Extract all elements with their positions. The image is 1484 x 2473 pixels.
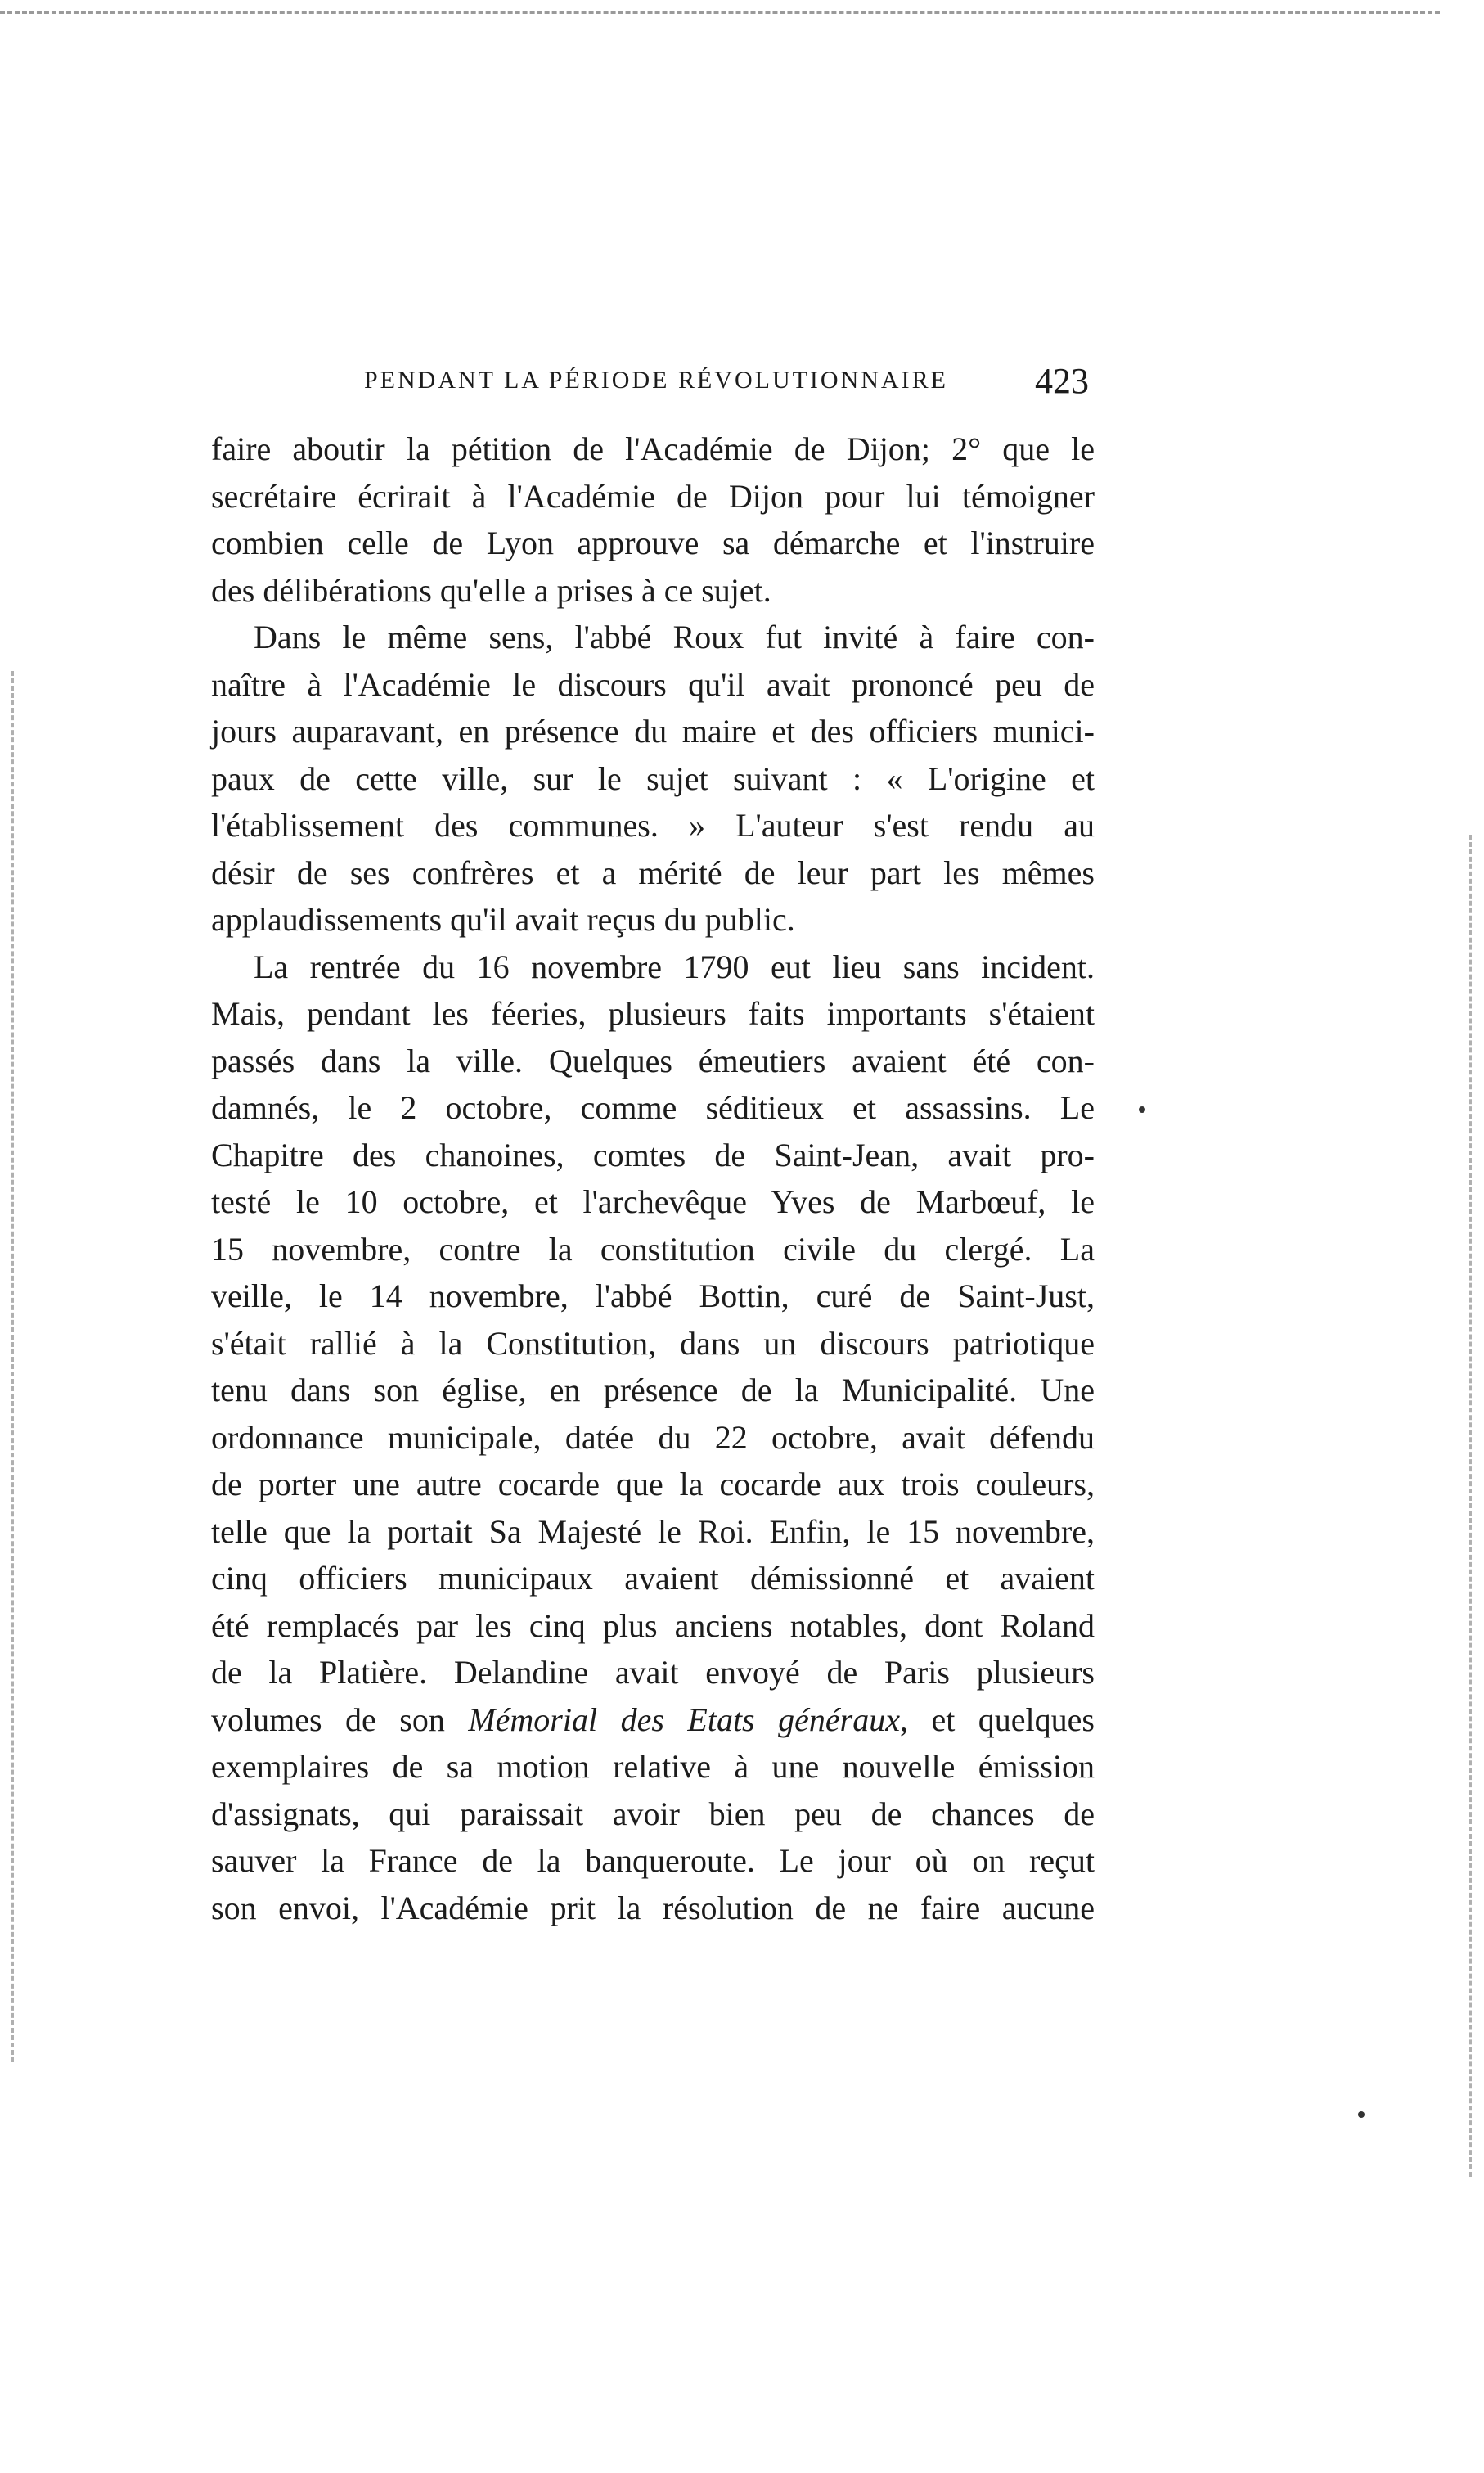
- text-line: combien celle de Lyon approuve sa démarche et l'instruire: [211, 525, 1095, 561]
- text-line: cinq officiers municipaux avaient démissionné et avaient: [211, 1560, 1095, 1597]
- text-line: faire aboutir la pétition de l'Académie de Dijon; 2° que le: [211, 430, 1095, 467]
- text-line: naître à l'Académie le discours qu'il avait prononcé peu de: [211, 665, 1095, 703]
- text-line: désir de ses confrères et a mérité de leur part les mêmes: [211, 854, 1095, 891]
- text-line: ordonnance municipale, datée du 22 octobre, avait défendu: [211, 1418, 1095, 1456]
- text-line: La rentrée du 16 novembre 1790 eut lieu sans incident.: [254, 948, 1095, 985]
- text-line: des délibérations qu'elle a prises à ce sujet.: [211, 571, 771, 609]
- text-line: son envoi, l'Académie prit la résolution de ne faire aucune: [211, 1889, 1095, 1926]
- body-text: [211, 426, 1095, 1931]
- text-line: Mais, pendant les féeries, plusieurs faits importants s'étaient: [211, 995, 1095, 1032]
- text-line: volumes de son Mémorial des Etats généraux, et quelques: [211, 1700, 1095, 1738]
- text-line: été remplacés par les cinq plus anciens notables, dont Roland: [211, 1606, 1095, 1644]
- text-line: Chapitre des chanoines, comtes de Saint-Jean, avait pro-: [211, 1136, 1095, 1173]
- text-line: Dans le même sens, l'abbé Roux fut invité à faire con-: [254, 619, 1095, 655]
- text-line: de porter une autre cocarde que la cocarde aux trois couleurs,: [211, 1466, 1095, 1502]
- text-line: passés dans la ville. Quelques émeutiers avaient été con-: [211, 1042, 1095, 1079]
- text-line: jours auparavant, en présence du maire et des officiers munici-: [211, 713, 1095, 750]
- text-line: 15 novembre, contre la constitution civile du clergé. La: [211, 1230, 1095, 1268]
- text-line: veille, le 14 novembre, l'abbé Bottin, curé de Saint-Just,: [211, 1277, 1095, 1314]
- running-title: PENDANT LA PÉRIODE RÉVOLUTIONNAIRE: [364, 367, 948, 394]
- scan-speck: [1358, 2111, 1365, 2118]
- page-number: 423: [1035, 361, 1089, 401]
- text-line: secrétaire écrirait à l'Académie de Dijon pour lui témoigner: [211, 477, 1095, 515]
- scan-margin-marks-left: [11, 671, 19, 2062]
- scan-edge-top: [0, 11, 1440, 14]
- scan-margin-marks-right: [1469, 835, 1477, 2177]
- text-line: tenu dans son église, en présence de la Municipalité. Une: [211, 1372, 1095, 1408]
- text-line: exemplaires de sa motion relative à une nouvelle émission: [211, 1748, 1095, 1785]
- text-line: d'assignats, qui paraissait avoir bien peu de chances de: [211, 1795, 1095, 1832]
- text-line: telle que la portait Sa Majesté le Roi. Enfin, le 15 novembre,: [211, 1512, 1095, 1550]
- text-line: applaudissements qu'il avait reçus du public.: [211, 901, 795, 938]
- text-line: l'établissement des communes. » L'auteur s'est rendu au: [211, 807, 1095, 844]
- text-line: testé le 10 octobre, et l'archevêque Yves de Marbœuf, le: [211, 1183, 1095, 1220]
- text-line: de la Platière. Delandine avait envoyé de Paris plusieurs: [211, 1654, 1095, 1691]
- text-line: damnés, le 2 octobre, comme séditieux et assassins. Le: [211, 1089, 1095, 1126]
- running-head: [364, 360, 1100, 409]
- text-line: s'était rallié à la Constitution, dans un discours patriotique: [211, 1324, 1095, 1362]
- text-line: sauver la France de la banqueroute. Le jour où on reçut: [211, 1842, 1095, 1879]
- text-line: paux de cette ville, sur le sujet suivant : « L'origine et: [211, 759, 1095, 797]
- scan-speck: [1139, 1106, 1145, 1113]
- book-title-italic: Mémorial des Etats généraux: [468, 1700, 900, 1738]
